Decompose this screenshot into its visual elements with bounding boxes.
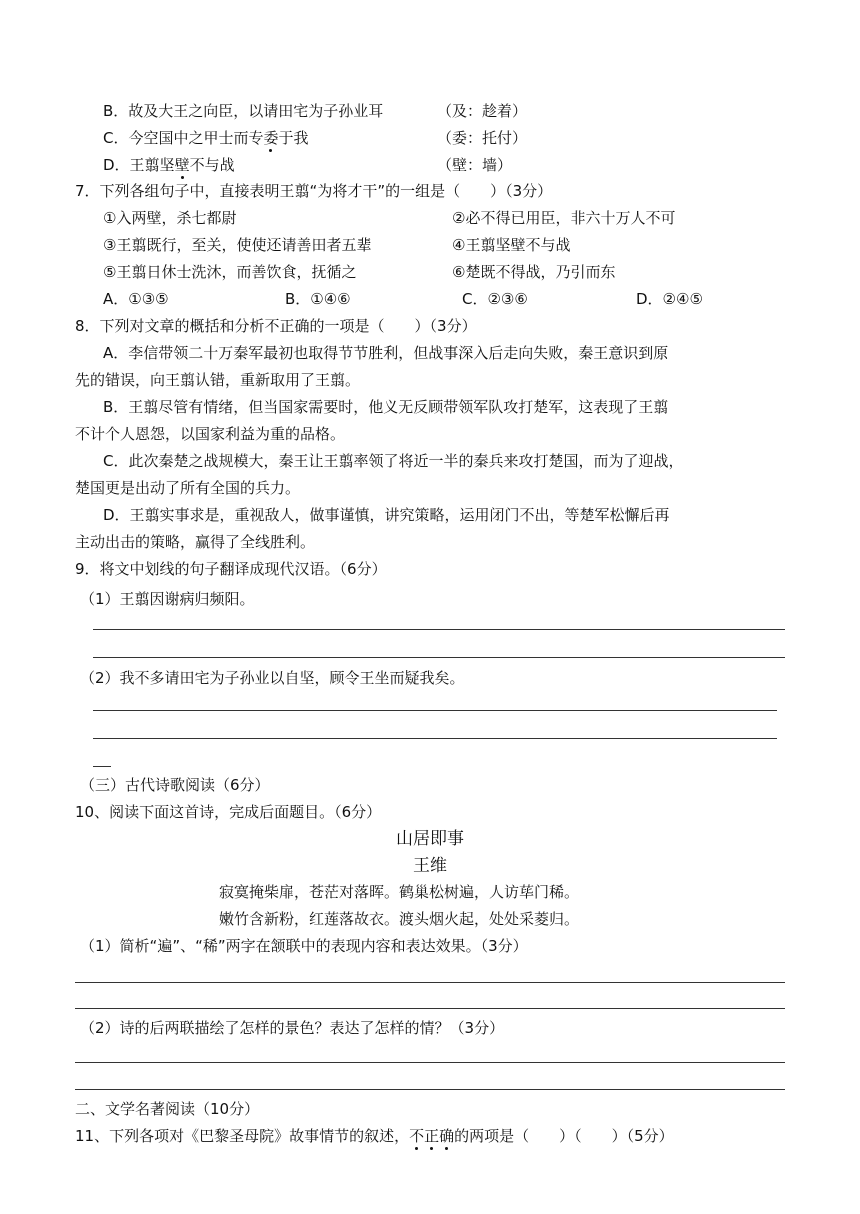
q7-option-c: C．②③⑥ [462, 290, 528, 308]
q7-option-a: A．①③⑤ [103, 290, 169, 308]
q9-1-answer-line-2[interactable] [93, 657, 785, 658]
q6-option-d-post: 不与战 [189, 156, 235, 174]
q11-emphasis-text [409, 1127, 454, 1145]
q10-2-answer-line-1[interactable] [75, 1062, 785, 1063]
q7-option-d: D．②④⑤ [636, 290, 703, 308]
q6-option-c [103, 128, 309, 148]
q9-1-answer-line-1[interactable] [93, 629, 785, 630]
q7-option-b: B．①④⑥ [285, 290, 351, 308]
q6-option-d-pre: D．王翦坚 [103, 156, 175, 174]
q7-item-1: ①入两壁，杀七都尉 [103, 209, 237, 227]
emphasis-char: 正 [424, 1127, 440, 1145]
q6-option-c-post: 于我 [278, 129, 309, 147]
q9-2-answer-line-3[interactable] [93, 766, 111, 767]
q6-option-b-gloss: （及：趁着） [437, 102, 528, 120]
q6-option-c-pre: C．今空国中之甲士而专 [103, 129, 264, 147]
q10-part-2: （2）诗的后两联描绘了怎样的景色？表达了怎样的情？（3分） [80, 1019, 505, 1037]
poem-title: 山居即事 [396, 829, 464, 849]
q8-option-b-line1: B．王翦尽管有情绪，但当国家需要时，他义无反顾带领军队攻打楚军，这表现了王翦 [103, 398, 669, 416]
q10-1-answer-line-1[interactable] [75, 982, 785, 983]
q7-stem: 7．下列各组句子中，直接表明王翦“为将才干”的一组是（ ）（3分） [75, 182, 553, 200]
q9-stem: 9．将文中划线的句子翻译成现代汉语。（6分） [75, 560, 387, 578]
poem-line-2: 嫩竹含新粉，红莲落故衣。渡头烟火起，处处采菱归。 [219, 910, 580, 928]
q10-1-answer-line-2[interactable] [75, 1008, 785, 1009]
q6-option-d [103, 155, 235, 175]
q7-item-4: ④王翦坚壁不与战 [452, 236, 571, 254]
q11-stem-pre: 11、下列各项对《巴黎圣母院》故事情节的叙述， [75, 1127, 410, 1145]
q9-sentence-2: （2）我不多请田宅为子孙业以自坚，顾令王坐而疑我矣。 [80, 669, 465, 687]
emphasis-char: 不 [409, 1127, 425, 1145]
q6-option-b [103, 101, 383, 121]
q7-item-5: ⑤王翦日休士洗沐，而善饮食，抚循之 [103, 263, 357, 281]
q7-item-3: ③王翦既行，至关，使使还请善田者五辈 [103, 236, 372, 254]
q11-stem [75, 1126, 674, 1146]
q10-2-answer-line-2[interactable] [75, 1089, 785, 1090]
q8-option-b-line2: 不计个人恩怨，以国家利益为重的品格。 [75, 425, 346, 443]
q9-2-answer-line-1[interactable] [93, 710, 777, 711]
q9-sentence-1: （1）王翦因谢病归频阳。 [80, 590, 255, 608]
section-3-heading: （三）古代诗歌阅读（6分） [80, 776, 270, 794]
q11-emphasis [409, 1127, 454, 1145]
q7-item-2: ②必不得已用臣，非六十万人不可 [452, 209, 676, 227]
q8-option-d-line2: 主动出击的策略，赢得了全线胜利。 [75, 533, 316, 551]
q8-stem: 8．下列对文章的概括和分析不正确的一项是（ ）（3分） [75, 317, 477, 335]
q7-item-6: ⑥楚既不得战，乃引而东 [452, 263, 616, 281]
q8-option-c-line2: 楚国更是出动了所有全国的兵力。 [75, 479, 301, 497]
poem-line-1: 寂寞掩柴扉，苍茫对落晖。鹤巢松树遍，人访荜门稀。 [219, 883, 580, 901]
q11-stem-post: 的两项是（ ）（ ）（5分） [454, 1127, 674, 1145]
q8-option-a-line2: 先的错误，向王翦认错，重新取用了王翦。 [75, 371, 361, 389]
emphasis-char: 确 [439, 1127, 455, 1145]
q8-option-a-line1: A．李信带领二十万秦军最初也取得节节胜利，但战事深入后走向失败，秦王意识到原 [103, 344, 669, 362]
q6-option-c-gloss: （委：托付） [437, 129, 528, 147]
section-2-heading: 二、文学名著阅读（10分） [75, 1100, 260, 1118]
q6-option-c-emphasis: 委 [263, 129, 279, 147]
q8-option-c-line1: C．此次秦楚之战规模大，秦王让王翦率领了将近一半的秦兵来攻打楚国，而为了迎战， [103, 452, 684, 470]
q10-stem: 10、阅读下面这首诗，完成后面题目。（6分） [75, 803, 382, 821]
q9-2-answer-line-2[interactable] [93, 738, 777, 739]
poem-author: 王维 [413, 856, 447, 876]
q6-option-b-text: B．故及大王之向臣，以请田宅为子孙业耳 [103, 102, 384, 120]
q6-option-d-gloss: （壁：墙） [437, 156, 513, 174]
q8-option-d-line1: D．王翦实事求是，重视敌人，做事谨慎，讲究策略，运用闭门不出，等楚军松懈后再 [103, 506, 670, 524]
q10-part-1: （1）简析“遍”、“稀”两字在颔联中的表现内容和表达效果。（3分） [80, 937, 528, 955]
q6-option-d-emphasis: 壁 [174, 156, 190, 174]
